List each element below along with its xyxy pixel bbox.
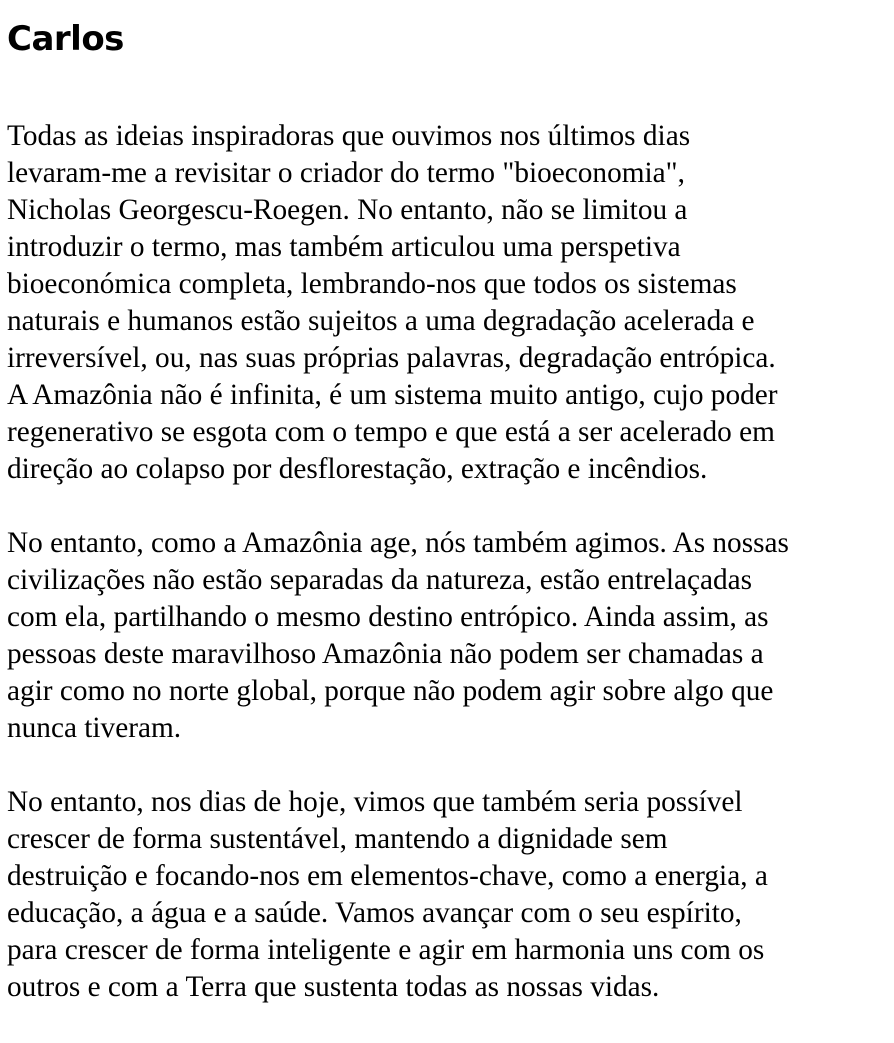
text-line: A Amazônia não é infinita, é um sistema muito antigo, cujo poder <box>7 379 778 411</box>
text-line: com ela, partilhando o mesmo destino entrópico. Ainda assim, as <box>7 601 769 633</box>
text-line: No entanto, nos dias de hoje, vimos que também seria possível <box>7 786 743 818</box>
text-line: outros e com a Terra que sustenta todas as nossas vidas. <box>7 971 660 1003</box>
text-line: bioeconómica completa, lembrando-nos que todos os sistemas <box>7 268 737 300</box>
text-line: crescer de forma sustentável, mantendo a dignidade sem <box>7 823 668 855</box>
text-line: direção ao colapso por desflorestação, extração e incêndios. <box>7 453 708 485</box>
text-line: civilizações não estão separadas da natureza, estão entrelaçadas <box>7 564 753 596</box>
text-line: levaram-me a revisitar o criador do termo "bioeconomia", <box>7 157 685 189</box>
paragraph-1 <box>7 118 887 488</box>
paragraph-2 <box>7 525 887 747</box>
document-page <box>7 14 887 1043</box>
text-line: introduzir o termo, mas também articulou uma perspetiva <box>7 231 681 263</box>
text-line: naturais e humanos estão sujeitos a uma degradação acelerada e <box>7 305 755 337</box>
speaker-name: Carlos <box>7 19 124 59</box>
text-line: agir como no norte global, porque não podem agir sobre algo que <box>7 675 774 707</box>
text-line: irreversível, ou, nas suas próprias palavras, degradação entrópica. <box>7 342 776 374</box>
text-line: destruição e focando-nos em elementos-chave, como a energia, a <box>7 860 768 892</box>
text-line: educação, a água e a saúde. Vamos avançar com o seu espírito, <box>7 897 742 929</box>
text-line: Nicholas Georgescu-Roegen. No entanto, não se limitou a <box>7 194 688 226</box>
text-line: nunca tiveram. <box>7 712 182 744</box>
paragraph-3 <box>7 784 887 1006</box>
text-line: regenerativo se esgota com o tempo e que está a ser acelerado em <box>7 416 775 448</box>
text-line: No entanto, como a Amazônia age, nós também agimos. As nossas <box>7 527 789 559</box>
text-line: Todas as ideias inspiradoras que ouvimos nos últimos dias <box>7 120 691 152</box>
text-line: para crescer de forma inteligente e agir em harmonia uns com os <box>7 934 765 966</box>
text-line: pessoas deste maravilhoso Amazônia não podem ser chamadas a <box>7 638 764 670</box>
